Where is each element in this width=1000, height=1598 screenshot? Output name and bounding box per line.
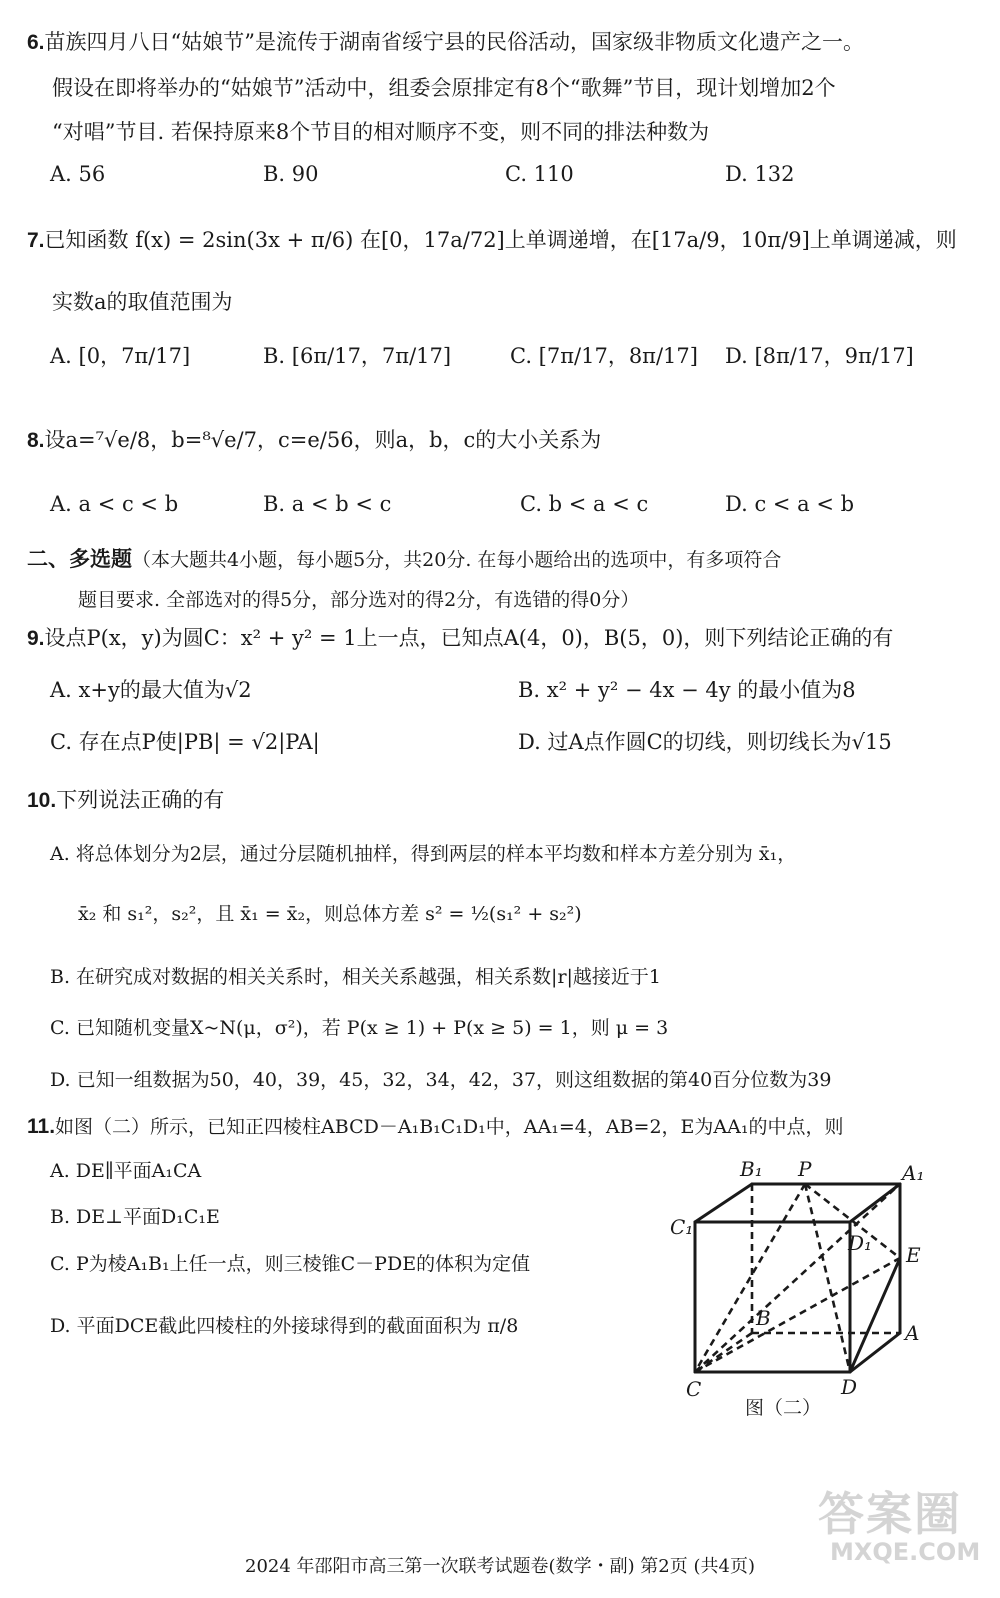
- q8-number: 8.: [27, 429, 45, 452]
- section2-desc-2: 题目要求. 全部选对的得5分，部分选对的得2分，有选错的得0分）: [78, 589, 640, 611]
- section2-title: 二、多选题: [27, 547, 132, 571]
- label-p: P: [798, 1157, 812, 1181]
- q6-option-b: B. 90: [263, 162, 319, 186]
- q9-option-b: B. x² + y² − 4x − 4y 的最小值为8: [518, 678, 856, 702]
- figure-caption: 图（二）: [745, 1397, 822, 1419]
- q9-option-a: A. x+y的最大值为√2: [50, 678, 252, 702]
- q10-option-b: B. 在研究成对数据的相关关系时，相关关系越强，相关系数|r|越接近于1: [50, 966, 662, 988]
- q7-line-1: [27, 226, 957, 255]
- edge-b1-c1: [695, 1184, 752, 1222]
- q10-line-1: [27, 786, 224, 815]
- q11-number: 11.: [27, 1115, 56, 1138]
- q7-text-1: 已知函数 f(x) = 2sin(3x + π/6) 在[0，17a/72]上单调递增，在[17a/9，10π/9]上单调递减，则: [44, 228, 957, 252]
- q6-text-1: 苗族四月八日“姑娘节”是流传于湖南省绥宁县的民俗活动，国家级非物质文化遗产之一。: [44, 30, 864, 54]
- q9-line-1: [27, 624, 893, 653]
- label-c1: C₁: [670, 1215, 694, 1239]
- segment-c-a1: [695, 1184, 900, 1372]
- label-b1: B₁: [740, 1157, 763, 1181]
- q7-option-a: A. [0，7π/17]: [50, 344, 191, 368]
- label-a1: A₁: [902, 1161, 925, 1185]
- q10-number: 10.: [27, 789, 57, 812]
- q6-option-c: C. 110: [505, 162, 574, 186]
- q11-option-d: D. 平面DCE截此四棱柱的外接球得到的截面面积为 π/8: [50, 1315, 519, 1337]
- q8-option-c: C. b < a < c: [520, 492, 649, 516]
- q11-option-b: B. DE⊥平面D₁C₁E: [50, 1206, 220, 1228]
- q10-text-1: 下列说法正确的有: [56, 788, 225, 812]
- q11-text-1: 如图（二）所示，已知正四棱柱ABCD－A₁B₁C₁D₁中，AA₁=4，AB=2，E为AA₁的中点，则: [55, 1116, 844, 1138]
- label-b: B: [756, 1306, 771, 1330]
- q9-number: 9.: [27, 627, 45, 650]
- q6-line-2: 假设在即将举办的“姑娘节”活动中，组委会原排定有8个“歌舞”节目，现计划增加2个: [52, 76, 836, 100]
- q7-option-c: C. [7π/17，8π/17]: [510, 344, 698, 368]
- q9-option-d: D. 过A点作圆C的切线，则切线长为√15: [518, 730, 892, 754]
- prism-figure: [660, 1150, 940, 1425]
- q7-line-2: 实数a的取值范围为: [52, 290, 233, 314]
- q9-text-1: 设点P(x，y)为圆C：x² + y² = 1上一点，已知点A(4，0)，B(5，0)，则下列结论正确的有: [44, 626, 894, 650]
- segment-c-e: [695, 1258, 900, 1372]
- q6-option-a: A. 56: [50, 162, 106, 186]
- q8-option-d: D. c < a < b: [725, 492, 855, 516]
- q11-option-a: A. DE∥平面A₁CA: [50, 1160, 202, 1182]
- page-footer: 2024 年邵阳市高三第一次联考试题卷(数学・副) 第2页 (共4页): [245, 1556, 755, 1577]
- q6-line-3: “对唱”节目. 若保持原来8个节目的相对顺序不变，则不同的排法种数为: [52, 120, 710, 144]
- q6-option-d: D. 132: [725, 162, 795, 186]
- q8-text-1: 设a=⁷√e/8，b=⁸√e/7，c=e/56，则a，b，c的大小关系为: [44, 428, 602, 452]
- q9-option-c: C. 存在点P使|PB| = √2|PA|: [50, 730, 320, 754]
- section2-header: [27, 545, 781, 574]
- label-d: D: [841, 1375, 858, 1399]
- label-d1: D₁: [848, 1231, 873, 1255]
- edge-b-c: [695, 1333, 752, 1372]
- label-c: C: [686, 1377, 702, 1401]
- q10-option-a-line-1: A. 将总体划分为2层，通过分层随机抽样，得到两层的样本平均数和样本方差分别为 x̄₁，: [50, 843, 797, 865]
- watermark-url: MXQE.COM: [830, 1538, 981, 1566]
- q7-number: 7.: [27, 229, 45, 252]
- watermark-logo: 答案圈: [818, 1487, 962, 1541]
- segment-p-d: [805, 1184, 850, 1372]
- q7-option-b: B. [6π/17，7π/17]: [263, 344, 452, 368]
- q6-line-1: [27, 28, 864, 57]
- q8-option-b: B. a < b < c: [263, 492, 392, 516]
- q7-option-d: D. [8π/17，9π/17]: [725, 344, 914, 368]
- label-a: A: [905, 1321, 920, 1345]
- q8-option-a: A. a < c < b: [50, 492, 179, 516]
- q10-option-a-line-2: x̄₂ 和 s₁²，s₂²，且 x̄₁ = x̄₂，则总体方差 s² = ½(s₁² + s₂²): [78, 903, 582, 925]
- q10-option-c: C. 已知随机变量X~N(μ，σ²)，若 P(x ≥ 1) + P(x ≥ 5) = 1，则 μ = 3: [50, 1017, 669, 1039]
- q8-line-1: [27, 426, 601, 455]
- q11-line-1: [27, 1112, 843, 1141]
- section2-desc-1: （本大题共4小题，每小题5分，共20分. 在每小题给出的选项中，有多项符合: [132, 549, 782, 571]
- q10-option-d: D. 已知一组数据为50，40，39，45，32，34，42，37，则这组数据的第40百分位数为39: [50, 1069, 832, 1091]
- label-e: E: [906, 1243, 921, 1267]
- q6-number: 6.: [27, 31, 45, 54]
- q11-option-c: C. P为棱A₁B₁上任一点，则三棱锥C－PDE的体积为定值: [50, 1253, 531, 1275]
- edge-d-e: [850, 1258, 900, 1372]
